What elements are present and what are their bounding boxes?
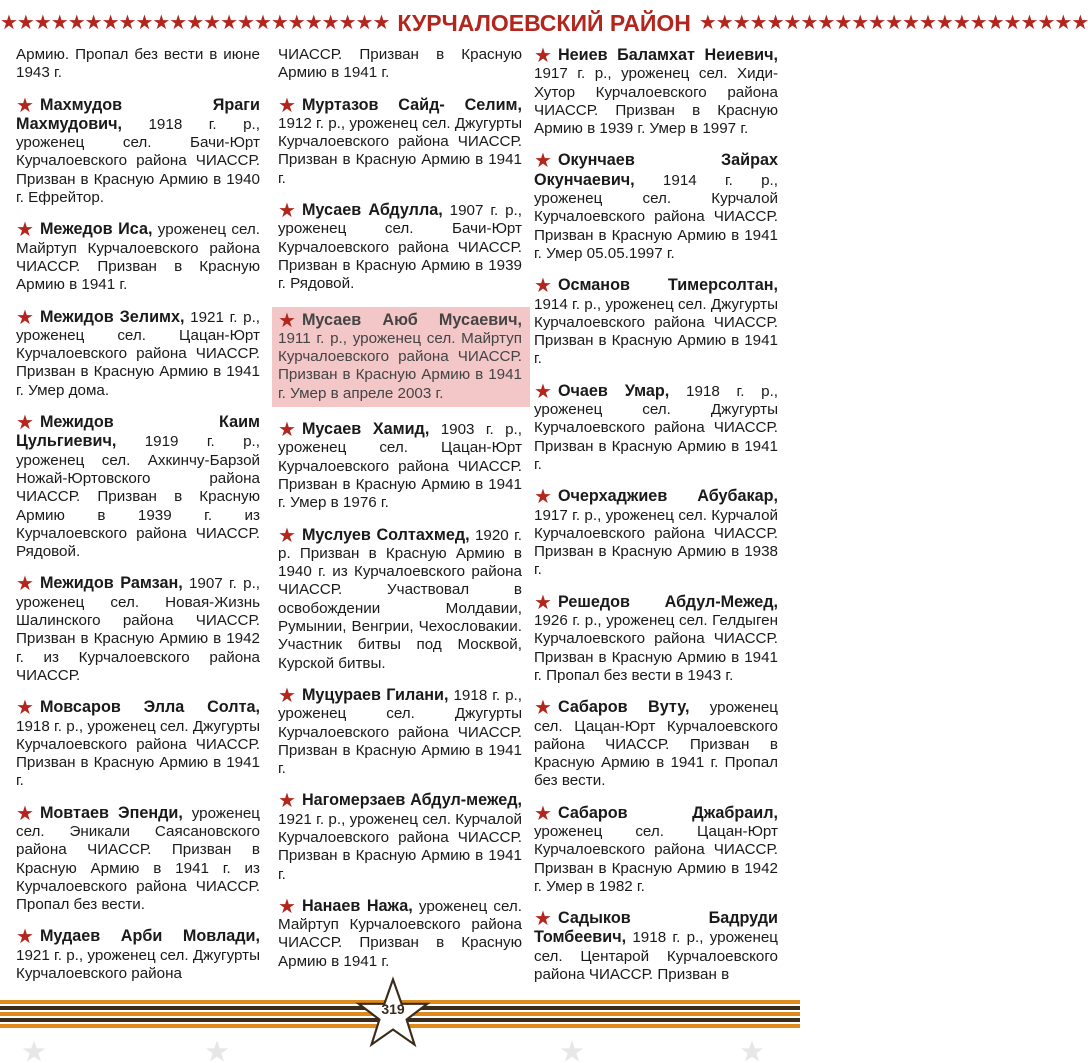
entry-paragraph <box>278 791 522 883</box>
person-name: Махмудов Яраги Махмудович, <box>16 95 260 133</box>
entry <box>16 574 260 685</box>
entry-paragraph <box>278 46 522 83</box>
entry <box>278 686 522 778</box>
entry-paragraph <box>16 574 260 685</box>
star-icon: ★ <box>534 908 552 931</box>
entry-paragraph <box>534 276 778 368</box>
entry <box>16 220 260 294</box>
entry-paragraph <box>534 593 778 685</box>
entry <box>534 382 778 474</box>
person-name: Садыков Бадруди Томбеевич, <box>534 909 778 947</box>
page-number: 319 <box>381 1001 405 1017</box>
star-icon: ★ <box>16 412 34 435</box>
person-details: уроженец сел. Цацан-Юрт Курчалоевского района ЧИАССР. Призван в Красную Армию в 1941 г. Пропал без вести. <box>534 699 778 790</box>
entry-paragraph <box>16 698 260 790</box>
person-details: 1911 г. р., уроженец сел. Майртуп Курчалоевского района ЧИАССР. Призван в Красную Армию в 1941 г. Умер в апреле 2003 г. <box>278 329 522 402</box>
person-details: уроженец сел. Майртуп Курчалоевского района ЧИАССР. Призван в Красную Армию в 1941 г. <box>16 221 260 294</box>
person-name: Очаев Умар, <box>557 381 670 400</box>
person-name: Мудаев Арби Мовлади, <box>39 927 260 946</box>
person-details: 1917 г. р., уроженец сел. Хиди-Хутор Курчалоевского района ЧИАССР. Призван в Красную Армию в 1939 г. Умер в 1997 г. <box>534 65 778 138</box>
person-name: Межидов Рамзан, <box>39 574 183 593</box>
person-details: 1918 г. р., уроженец сел. Центарой Курчалоевского района ЧИАССР. Призван в <box>534 929 778 984</box>
star-icon: ★ <box>534 380 552 403</box>
star-icon: ★ <box>16 697 34 720</box>
decorative-star-icon <box>560 1040 584 1062</box>
entry <box>16 96 260 208</box>
entry-paragraph <box>278 686 522 778</box>
person-name: Решедов Абдул-Межед, <box>557 592 778 611</box>
column-1 <box>16 46 260 996</box>
person-details: ЧИАССР. Призван в Красную Армию в 1941 г. <box>278 46 522 82</box>
person-name: Нагомерзаев Абдул-межед, <box>301 791 522 810</box>
entry-paragraph <box>534 804 778 896</box>
entry <box>16 698 260 790</box>
entry <box>534 46 778 138</box>
entry-paragraph <box>16 96 260 208</box>
person-details: 1907 г. р., уроженец сел. Новая-Жизнь Шалинского района ЧИАССР. Призван в Красную Армию в 1942 г. из Курчалоевского района ЧИАССР. <box>16 575 261 684</box>
entry <box>534 698 778 790</box>
star-icon: ★ <box>278 94 296 117</box>
person-name: Муцураев Гилани, <box>301 685 449 704</box>
section-title: КУРЧАЛОЕВСКИЙ РАЙОН <box>397 10 691 36</box>
star-icon: ★ <box>534 591 552 614</box>
entry <box>534 276 778 368</box>
entry-paragraph <box>16 927 260 983</box>
star-icon: ★ <box>278 200 296 223</box>
column-2 <box>278 46 522 984</box>
star-icon: ★ <box>278 790 296 813</box>
entry-paragraph <box>16 413 260 561</box>
star-icon: ★ <box>534 275 552 298</box>
entry <box>534 804 778 896</box>
star-icon: ★ <box>534 486 552 509</box>
person-details: 1921 г. р., уроженец сел. Курчалой Курчалоевского района ЧИАССР. Призван в Красную Армию в 1941 г. <box>278 810 522 883</box>
entry <box>534 909 778 984</box>
star-icon: ★ <box>534 150 552 173</box>
entry-paragraph <box>278 96 522 188</box>
person-details: 1903 г. р., уроженец сел. Цацан-Юрт Курчалоевского района ЧИАССР. Призван в Красную Армию в 1941 г. Умер в 1976 г. <box>278 421 522 512</box>
person-details: 1918 г. р., уроженец сел. Джугурты Курчалоевского района ЧИАССР. Призван в Красную Армию в 1941 г. <box>278 686 522 778</box>
entry <box>278 96 522 188</box>
star-icon: ★ <box>278 684 296 707</box>
entry-paragraph <box>16 804 260 915</box>
star-icon: ★ <box>278 524 296 547</box>
entry <box>16 927 260 983</box>
entry-paragraph <box>278 420 522 512</box>
entry-paragraph <box>16 308 260 400</box>
entry <box>278 897 522 971</box>
person-details: 1919 г. р., уроженец сел. Ахкинчу-Барзой Ножай-Юртовского района ЧИАССР. Призван в Красную Армию в 1939 г. из Курчалоевского района ЧИАССР. Рядовой. <box>16 433 260 561</box>
entry <box>16 46 260 83</box>
entry-paragraph <box>16 46 260 83</box>
star-icon: ★ <box>16 219 34 242</box>
person-name: Неиев Баламхат Неиевич, <box>557 46 778 64</box>
highlighted-entry <box>272 307 530 407</box>
person-details: 1921 г. р., уроженец сел. Цацан-Юрт Курчалоевского района ЧИАССР. Призван в Красную Армию в 1941 г. Умер дома. <box>16 308 261 399</box>
person-name: Нанаев Нажа, <box>301 896 413 915</box>
person-name: Османов Тимерсолтан, <box>557 276 778 295</box>
entry <box>534 593 778 685</box>
page-header <box>0 8 1088 38</box>
star-icon: ★ <box>16 306 34 329</box>
decorative-star-icon <box>22 1040 46 1062</box>
person-details: Армию. Пропал без вести в июне 1943 г. <box>16 46 260 82</box>
star-icon: ★ <box>16 926 34 949</box>
star-icon: ★ <box>16 94 34 117</box>
person-details: 1918 г. р., уроженец сел. Джугурты Курчалоевского района ЧИАССР. Призван в Красную Армию в 1941 г. <box>534 382 779 473</box>
person-details: 1914 г. р., уроженец сел. Курчалой Курчалоевского района ЧИАССР. Призван в Красную Армию в 1941 г. Умер 05.05.1997 г. <box>534 171 778 262</box>
person-details: 1918 г. р., уроженец сел. Джугурты Курчалоевского района ЧИАССР. Призван в Красную Армию в 1941 г. <box>16 717 260 790</box>
person-details: 1912 г. р., уроженец сел. Джугурты Курчалоевского района ЧИАССР. Призван в Красную Армию в 1941 г. <box>278 114 522 187</box>
entry-paragraph <box>16 220 260 294</box>
entry <box>278 791 522 883</box>
star-icon: ★ <box>278 895 296 918</box>
person-name: Муслуев Солтахмед, <box>301 525 470 544</box>
star-icon: ★ <box>278 419 296 442</box>
person-name: Сабаров Вуту, <box>557 698 690 717</box>
person-name: Очерхаджиев Абубакар, <box>557 487 778 506</box>
person-details: 1914 г. р., уроженец сел. Джугурты Курчалоевского района ЧИАССР. Призван в Красную Армию в 1941 г. <box>534 295 778 368</box>
person-details: уроженец сел. Майртуп Курчалоевского района ЧИАССР. Призван в Красную Армию в 1941 г. <box>278 897 522 970</box>
column-3 <box>534 46 778 997</box>
person-details: 1926 г. р., уроженец сел. Гелдыген Курчалоевского района ЧИАССР. Призван в Красную Армию в 1941 г. Пропал без вести в 1943 г. <box>534 612 778 684</box>
entry-paragraph <box>534 909 778 984</box>
person-name: Межидов Каим Цульгиевич, <box>16 413 260 451</box>
star-icon: ★ <box>16 573 34 596</box>
entry <box>534 487 778 579</box>
person-details: уроженец сел. Цацан-Юрт Курчалоевского района ЧИАССР. Призван в Красную Армию в 1942 г. Умер в 1982 г. <box>534 822 778 895</box>
person-name: Муртазов Сайд- Селим, <box>301 95 522 114</box>
person-details: 1921 г. р., уроженец сел. Джугурты Курчалоевского района <box>16 946 260 983</box>
star-icon: ★ <box>16 802 34 825</box>
entry-paragraph <box>534 46 778 138</box>
person-name: Мусаев Аюб Мусаевич, <box>301 310 522 329</box>
person-details: 1907 г. р., уроженец сел. Бачи-Юрт Курчалоевского района ЧИАССР. Призван в Красную Армию в 1939 г. Рядовой. <box>278 202 522 293</box>
entry-paragraph <box>534 487 778 579</box>
entry <box>278 526 522 673</box>
entry-paragraph <box>278 311 522 403</box>
person-details: 1917 г. р., уроженец сел. Курчалой Курчалоевского района ЧИАССР. Призван в Красную Армию в 1938 г. <box>534 506 778 579</box>
person-name: Мусаев Абдулла, <box>301 201 443 220</box>
person-details: уроженец сел. Эникали Саясановского района ЧИАССР. Призван в Красную Армию в 1941 г. из Курчалоевского района ЧИАССР. Пропал без вести. <box>16 804 260 914</box>
decorative-star-icon <box>205 1040 229 1062</box>
entry-paragraph <box>278 201 522 293</box>
entry-paragraph <box>278 526 522 673</box>
person-name: Мовсаров Элла Солта, <box>39 698 260 717</box>
star-icon: ★ <box>534 45 552 67</box>
entry-paragraph <box>534 698 778 790</box>
star-icon: ★ <box>534 697 552 720</box>
entry <box>278 420 522 512</box>
entry <box>534 151 778 263</box>
person-name: Мусаев Хамид, <box>301 420 430 439</box>
star-icon: ★ <box>278 309 296 332</box>
person-name: Окунчаев Зайрах Окунчаевич, <box>534 151 778 189</box>
person-name: Сабаров Джабраил, <box>557 803 778 822</box>
entry-paragraph <box>278 897 522 971</box>
star-icon: ★ <box>534 802 552 825</box>
entry-paragraph <box>534 151 778 263</box>
decorative-star-icon <box>740 1040 764 1062</box>
person-name: Межидов Зелимх, <box>39 307 185 326</box>
header-stars-left: ★★★★★★★★★★★★★★★★★★★★★★★ <box>0 12 390 34</box>
person-details: 1920 г. р. Призван в Красную Армию в 1940 г. из Курчалоевского района ЧИАССР. Участвовал в освобождении Молдавии, Румынии, Венгрии, Чехословакии. Участник битвы под Москвой, Курской битвы. <box>278 526 522 672</box>
entry <box>278 201 522 293</box>
entry-paragraph <box>534 382 778 474</box>
header-stars-right: ★★★★★★★★★★★★★★★★★★★★★★★ <box>698 12 1088 34</box>
person-name: Мовтаев Эпенди, <box>39 803 183 822</box>
entry <box>278 46 522 83</box>
person-details: 1918 г. р., уроженец сел. Бачи-Юрт Курчалоевского района ЧИАССР. Призван в Красную Армию в 1940 г. Ефрейтор. <box>16 115 260 207</box>
entry <box>16 308 260 400</box>
entry <box>16 804 260 915</box>
entry <box>16 413 260 561</box>
person-name: Межедов Иса, <box>39 220 153 239</box>
